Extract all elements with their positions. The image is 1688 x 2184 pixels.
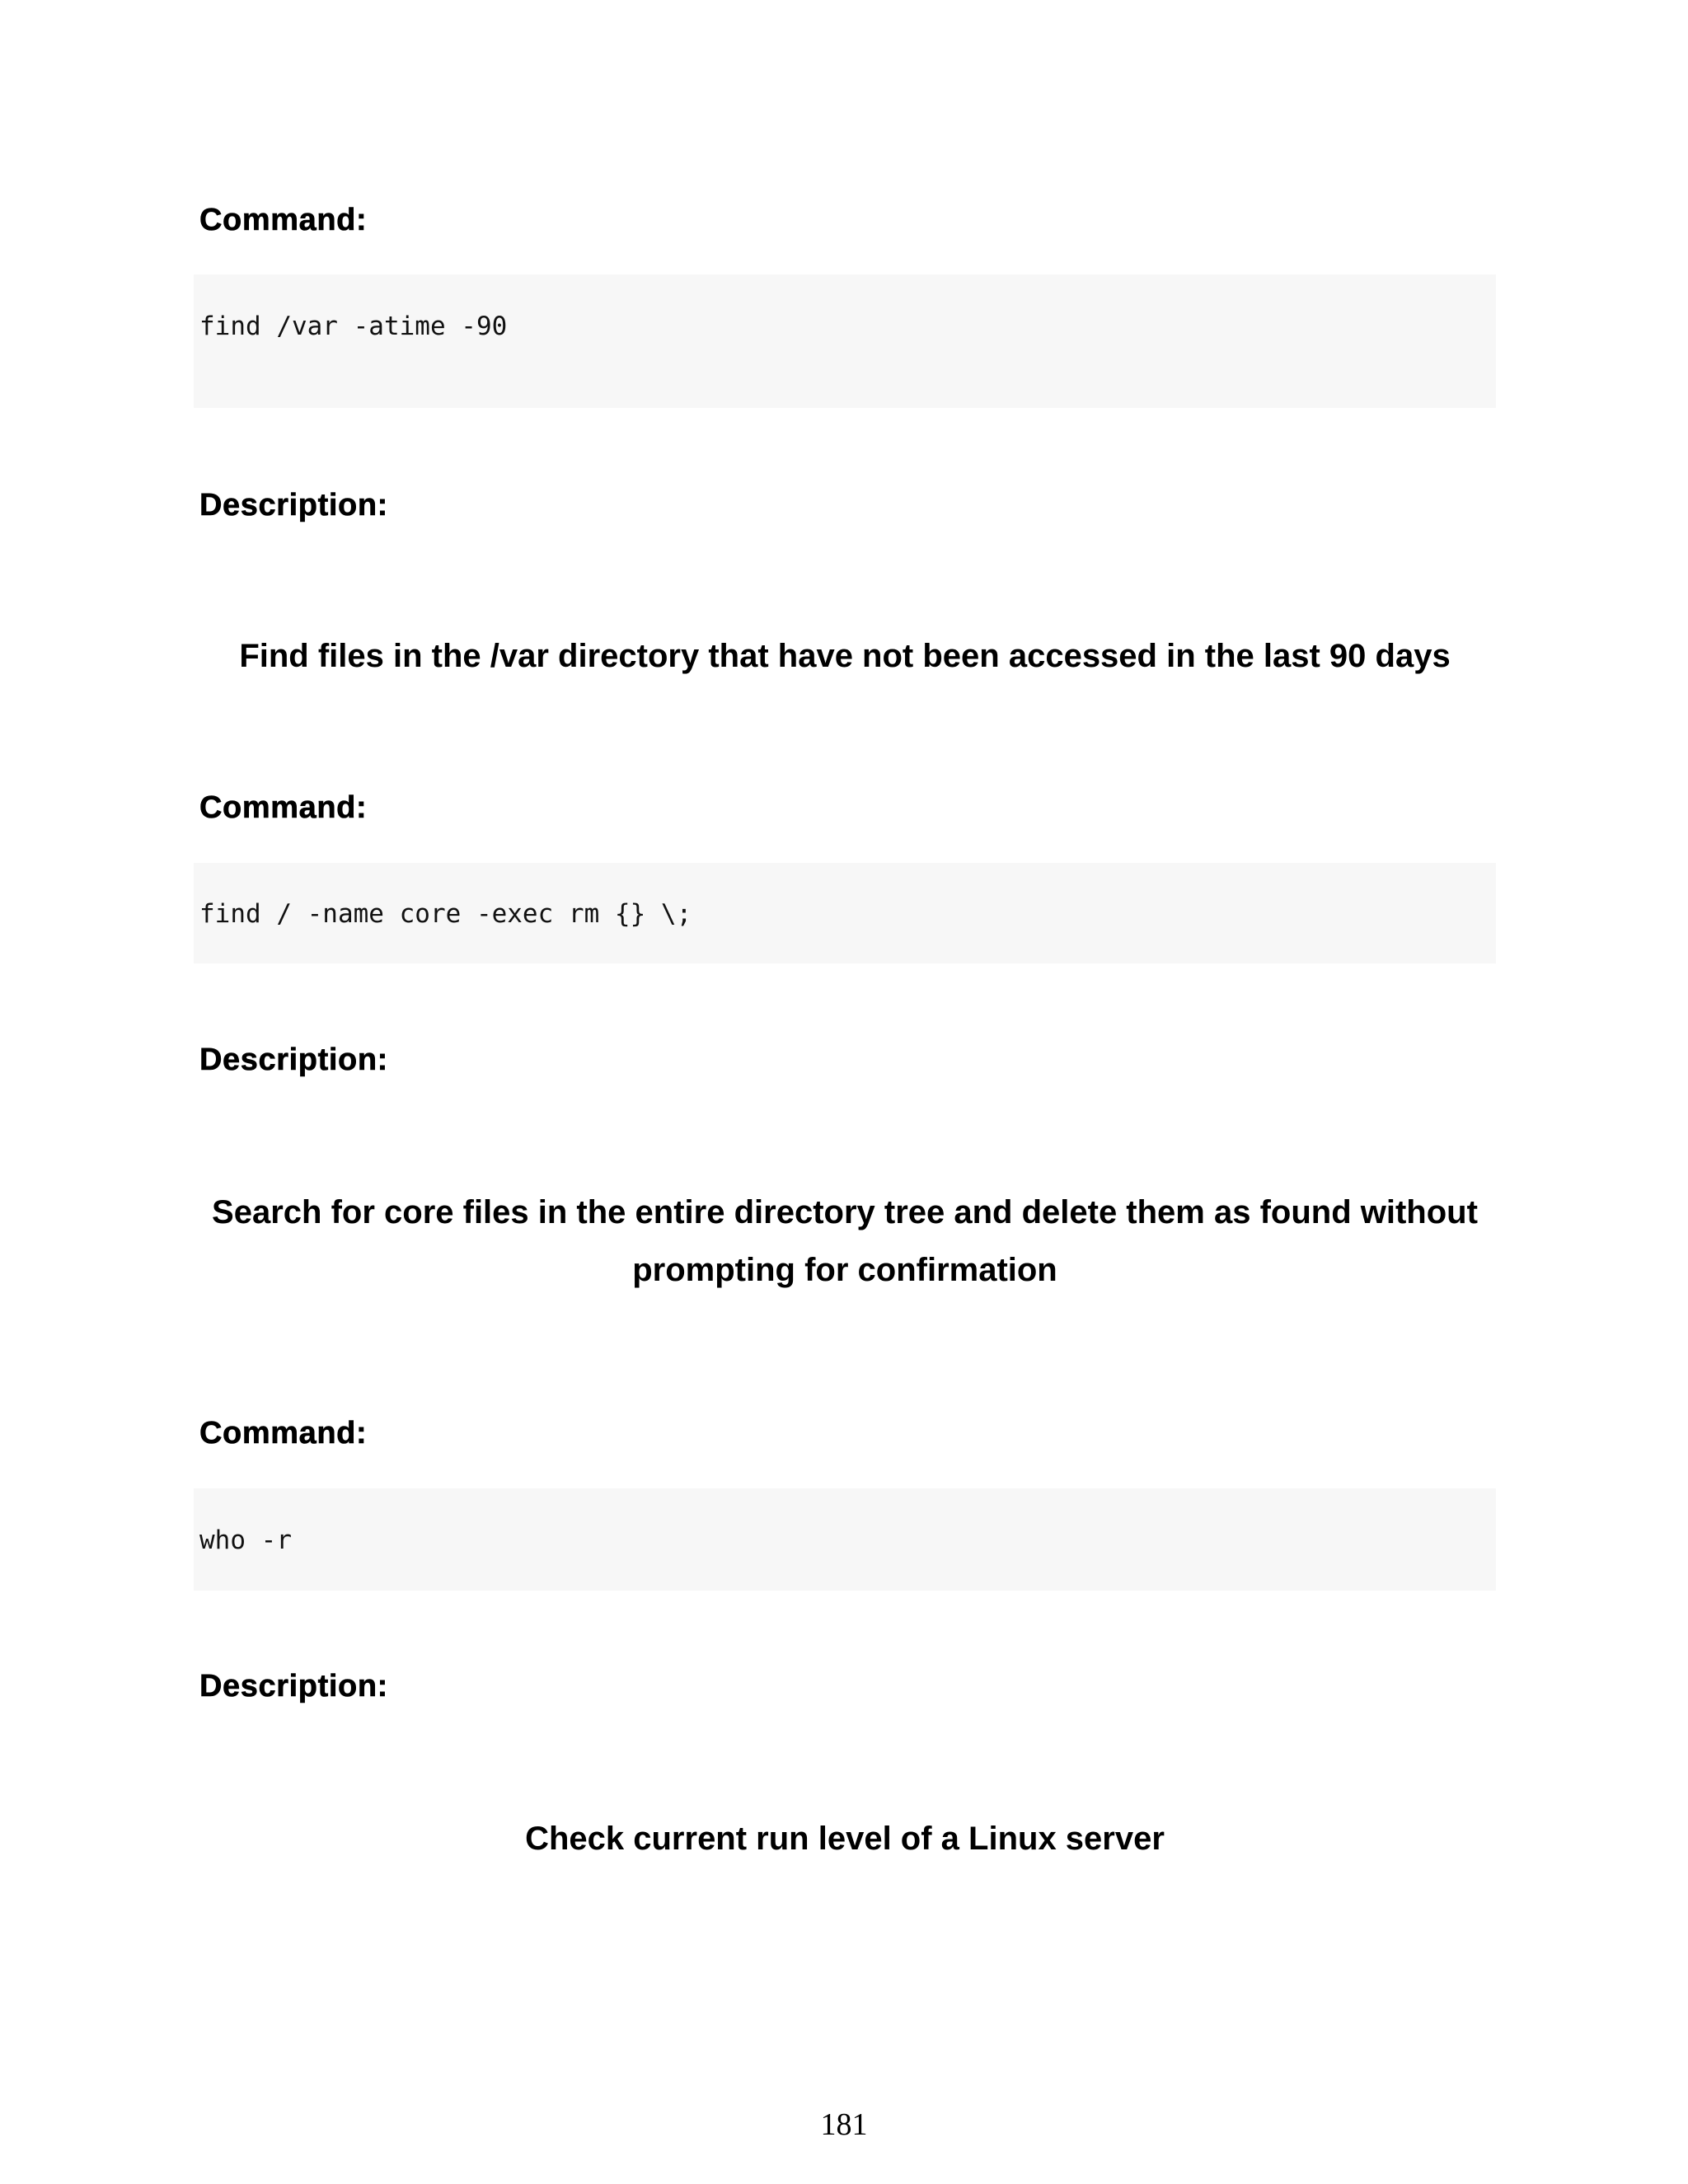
description-text: Check current run level of a Linux server — [525, 1821, 1165, 1857]
command-text: find / -name core -exec rm {} \; — [199, 899, 692, 929]
command-text: who -r — [199, 1526, 292, 1555]
code-block — [194, 863, 1496, 963]
code-block — [194, 1488, 1496, 1591]
command-label: Command: — [199, 790, 368, 825]
command-text: find /var -atime -90 — [199, 312, 508, 341]
description-text: Find files in the /var directory that have not been accessed in the last 90 days — [239, 638, 1451, 674]
description-label: Description: — [199, 488, 388, 523]
description-text: Search for core files in the entire directory tree and delete them as found without prompting for confirmation — [212, 1194, 1478, 1288]
command-label: Command: — [199, 1416, 368, 1451]
description-label: Description: — [199, 1043, 388, 1077]
description-label: Description: — [199, 1669, 388, 1704]
code-block — [194, 274, 1496, 408]
command-label: Command: — [199, 203, 368, 237]
page-number: 181 — [820, 2107, 868, 2142]
